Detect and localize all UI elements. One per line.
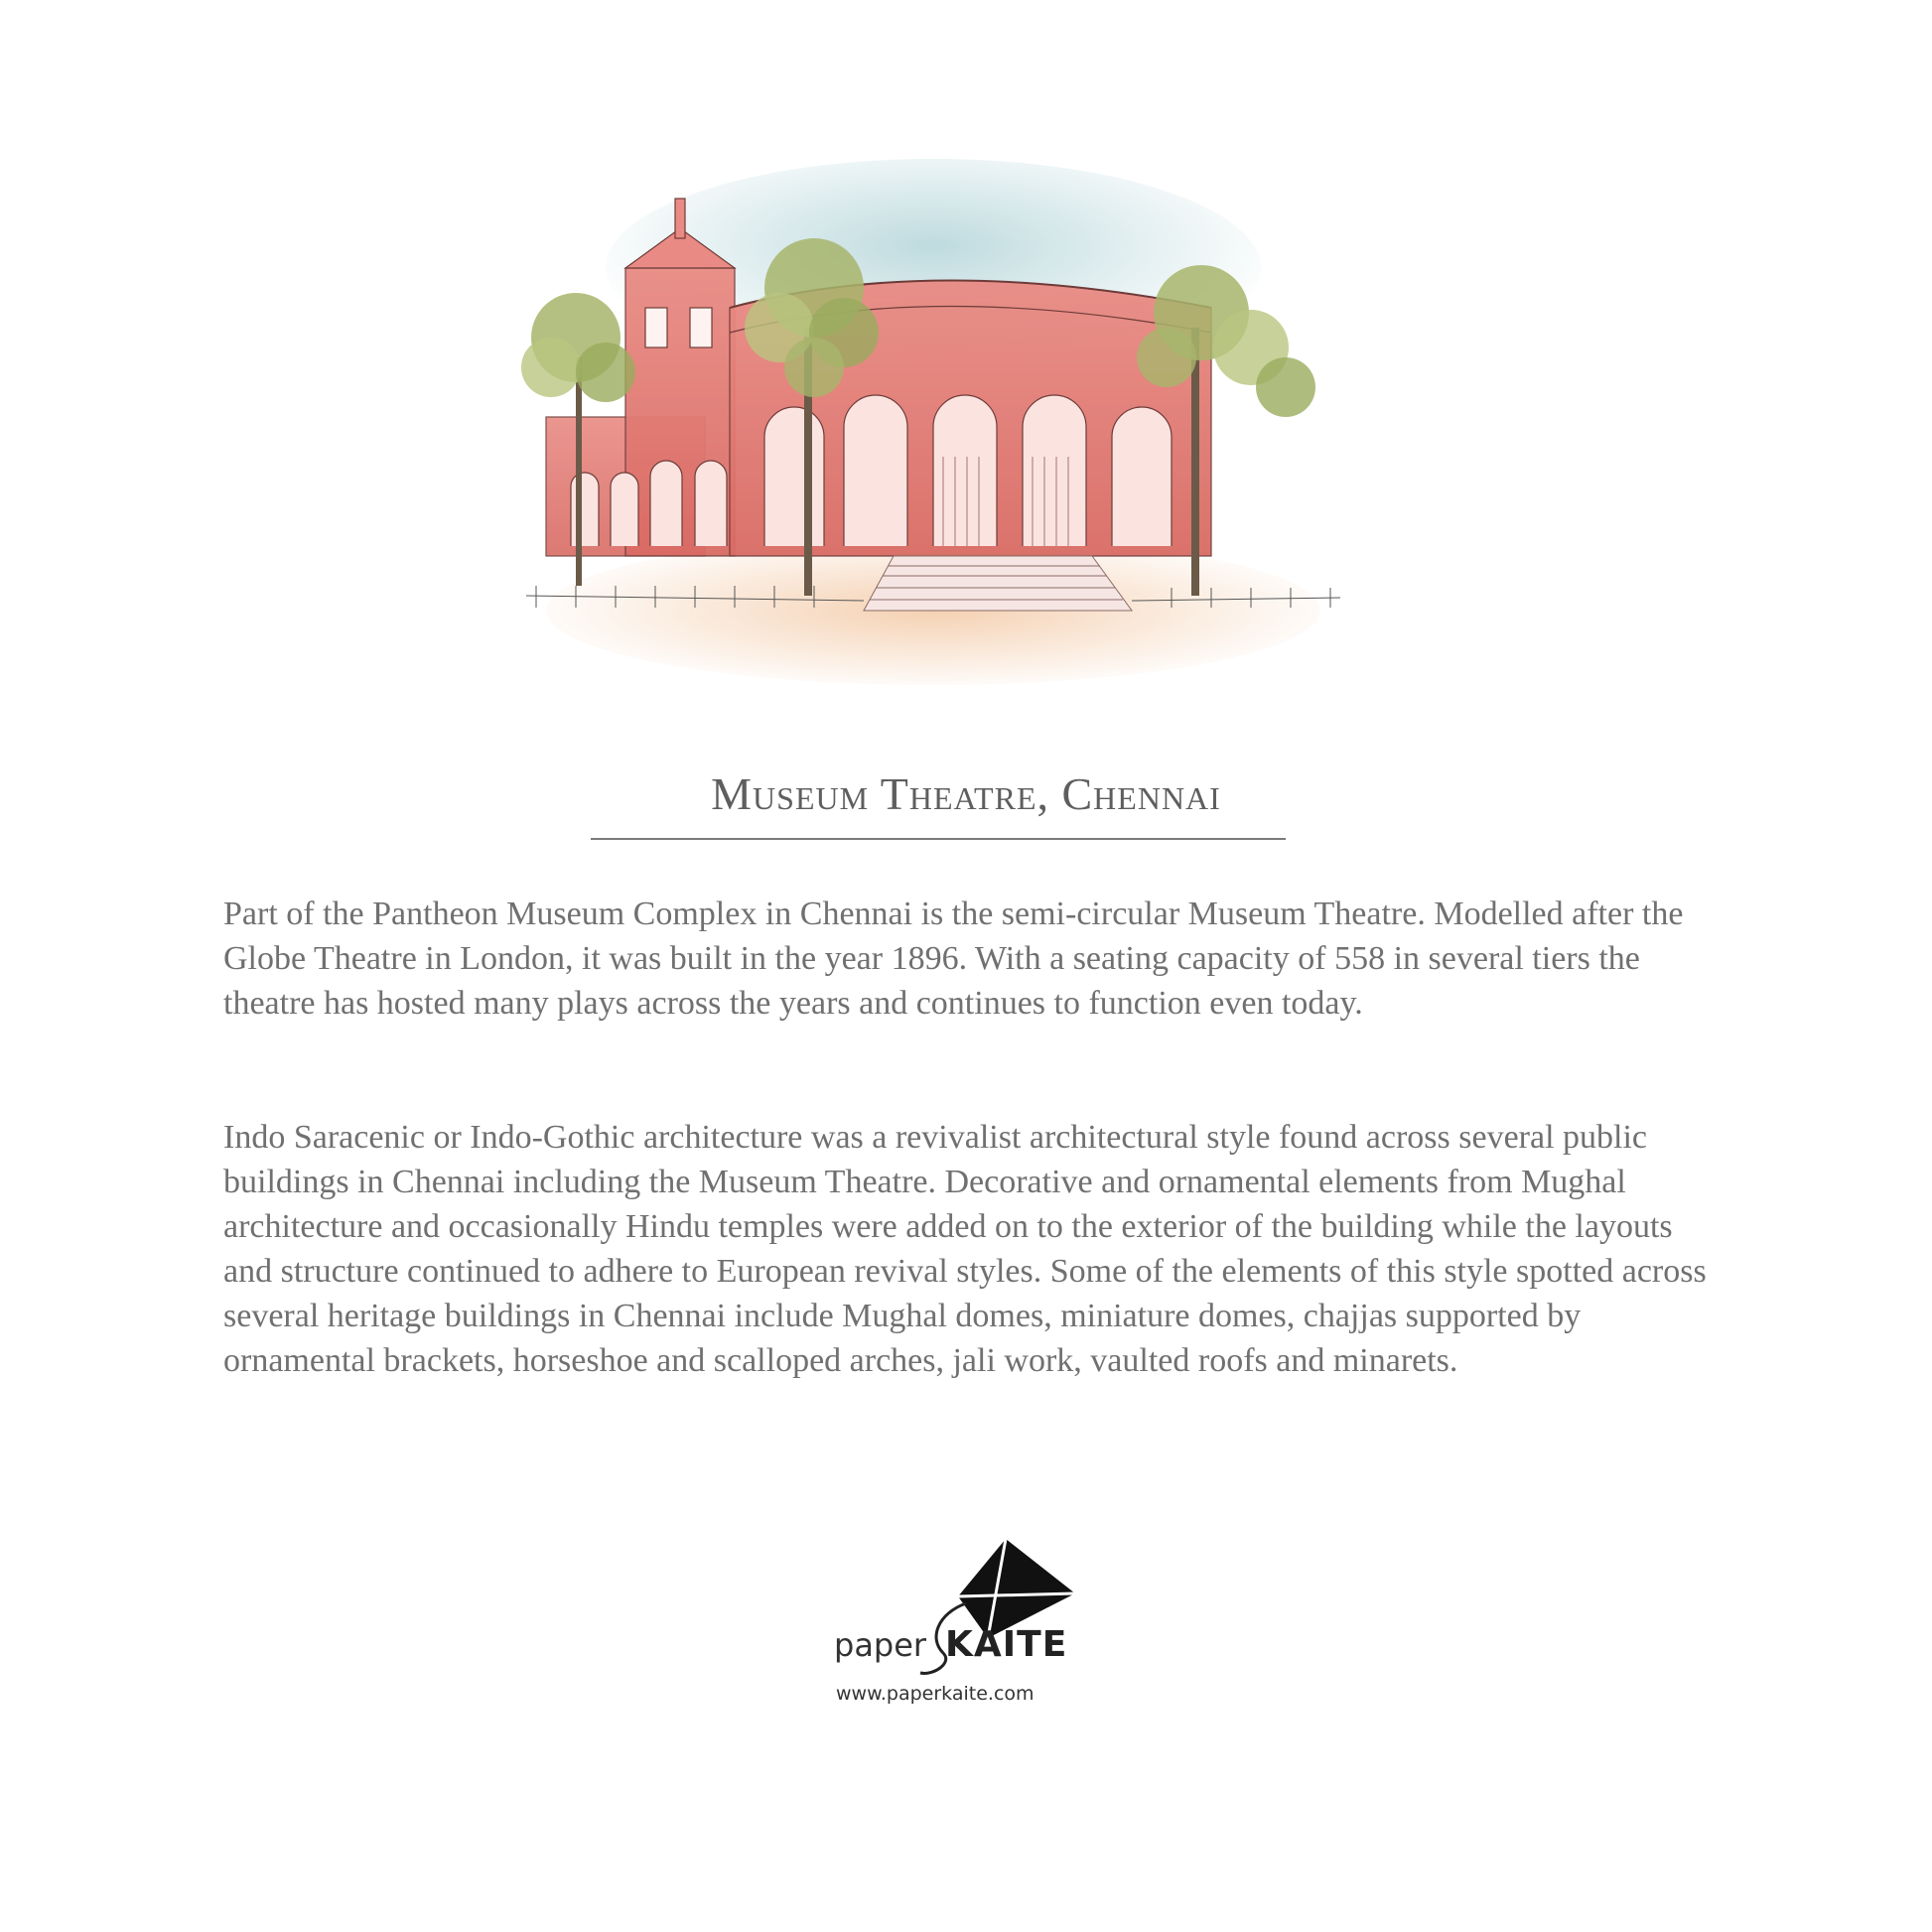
museum-theatre-illustration (516, 159, 1350, 695)
logo-word-kaite: KAITE (945, 1624, 1068, 1665)
page-title: Museum Theatre, Chennai (711, 768, 1221, 819)
paragraph-architecture: Indo Saracenic or Indo-Gothic architecture was a revivalist architectural style found across several public buildings in Chennai including the Museum Theatre. Decorative and ornamental elements from Mughal architecture and occasionally Hindu temples were added on to the exterior of the building while the layouts and structure continued to adhere to European revival styles. Some of the elements of this style spotted across several heritage buildings in Chennai include Mughal domes, miniature domes, chajjas supported by ornamental brackets, horseshoe and scalloped arches, jali work, vaulted roofs and minarets. (223, 1119, 1707, 1379)
entrance-steps (864, 556, 1132, 611)
title-underline (591, 838, 1286, 840)
logo-word-paper: paper (834, 1626, 927, 1664)
paragraph-history: Part of the Pantheon Museum Complex in Chennai is the semi-circular Museum Theatre. Modelled after the Globe Theatre in London, it was built in the year 1896. With a seating capacity of 558 in several tiers the theatre has hosted many plays across the years and continues to function even today. (223, 896, 1684, 1022)
paperkaite-logo (824, 1539, 1102, 1718)
website-url: www.paperkaite.com (836, 1683, 1035, 1705)
